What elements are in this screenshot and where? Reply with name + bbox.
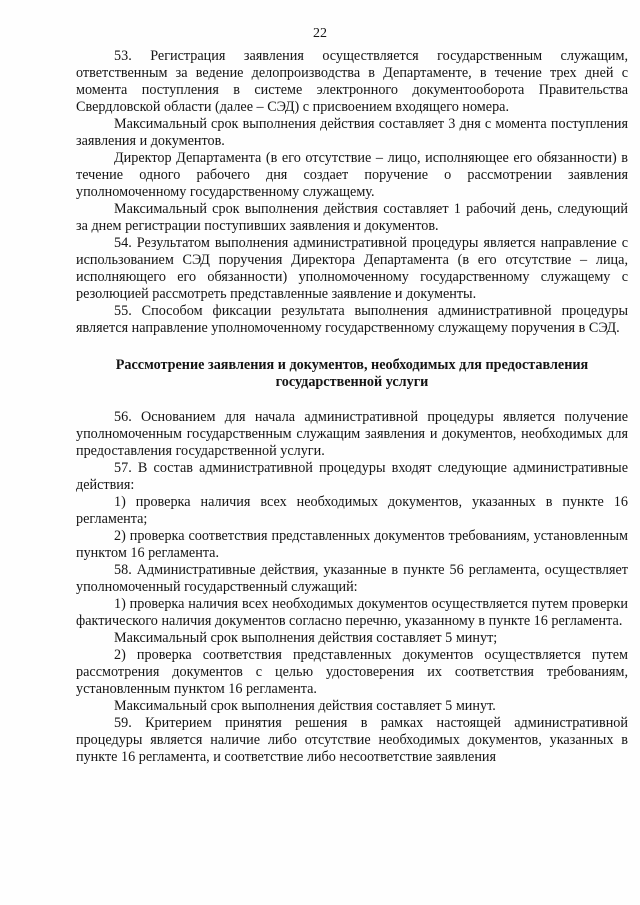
- paragraph-57-item-1: 1) проверка наличия всех необходимых документов, указанных в пункте 16 регламента;: [76, 494, 628, 527]
- paragraph-56: 56. Основанием для начала административной процедуры является получение уполномоченным государственным служащим заявления и документов, необходимых для предоставления государственной услуги.: [76, 409, 628, 459]
- paragraph-55: 55. Способом фиксации результата выполнения административной процедуры является направление уполномоченному государственному служащему поручения в СЭД.: [76, 303, 628, 336]
- paragraph-58-item-1-deadline: Максимальный срок выполнения действия составляет 5 минут;: [114, 630, 498, 646]
- page-number: 22: [313, 26, 327, 41]
- paragraph-53: 53. Регистрация заявления осуществляется государственным служащим, ответственным за ведение делопроизводства в Департаменте, в течение трех дней с момента поступления в системе электронного документооборота Правительства Свердловской области (далее – СЭД) с присвоением входящего номера.: [76, 48, 628, 115]
- section-heading: Рассмотрение заявления и документов, необходимых для предоставления государственной услуги: [115, 357, 589, 390]
- paragraph-53-director: Директор Департамента (в его отсутствие – лицо, исполняющее его обязанности) в течение одного рабочего дня создает поручение о рассмотрении заявления уполномоченному государственному служащему.: [76, 150, 628, 200]
- paragraph-54: 54. Результатом выполнения административной процедуры является направление с использованием СЭД поручения Директора Департамента (в его отсутствие – лица, исполняющего его обязанности) уполномоченному государственному служащему с резолюцией рассмотреть представленные заявление и документы.: [76, 235, 628, 302]
- paragraph-59: 59. Критерием принятия решения в рамках настоящей административной процедуры является наличие либо отсутствие необходимых документов, указанных в пункте 16 регламента, и соответствие либо несоответствие заявления: [76, 715, 628, 765]
- paragraph-58-item-2-deadline: Максимальный срок выполнения действия составляет 5 минут.: [114, 698, 496, 714]
- paragraph-57: 57. В состав административной процедуры входят следующие административные действия:: [76, 460, 628, 493]
- paragraph-53-director-deadline: Максимальный срок выполнения действия составляет 1 рабочий день, следующий за днем регистрации поступивших заявления и документов.: [76, 201, 628, 234]
- paragraph-57-item-2: 2) проверка соответствия представленных документов требованиям, установленным пунктом 16 регламента.: [76, 528, 628, 561]
- document-body: [76, 48, 628, 766]
- paragraph-58-item-2: 2) проверка соответствия представленных документов осуществляется путем рассмотрения документов с целью удостоверения их соответствия требованиям, установленным пунктом 16 регламента.: [76, 647, 628, 697]
- paragraph-58: 58. Административные действия, указанные в пункте 56 регламента, осуществляет уполномоченный государственный служащий:: [76, 562, 628, 595]
- paragraph-58-item-1: 1) проверка наличия всех необходимых документов осуществляется путем проверки фактического наличия документов согласно перечню, указанному в пункте 16 регламента.: [76, 596, 628, 629]
- paragraph-53-deadline: Максимальный срок выполнения действия составляет 3 дня с момента поступления заявления и документов.: [76, 116, 628, 149]
